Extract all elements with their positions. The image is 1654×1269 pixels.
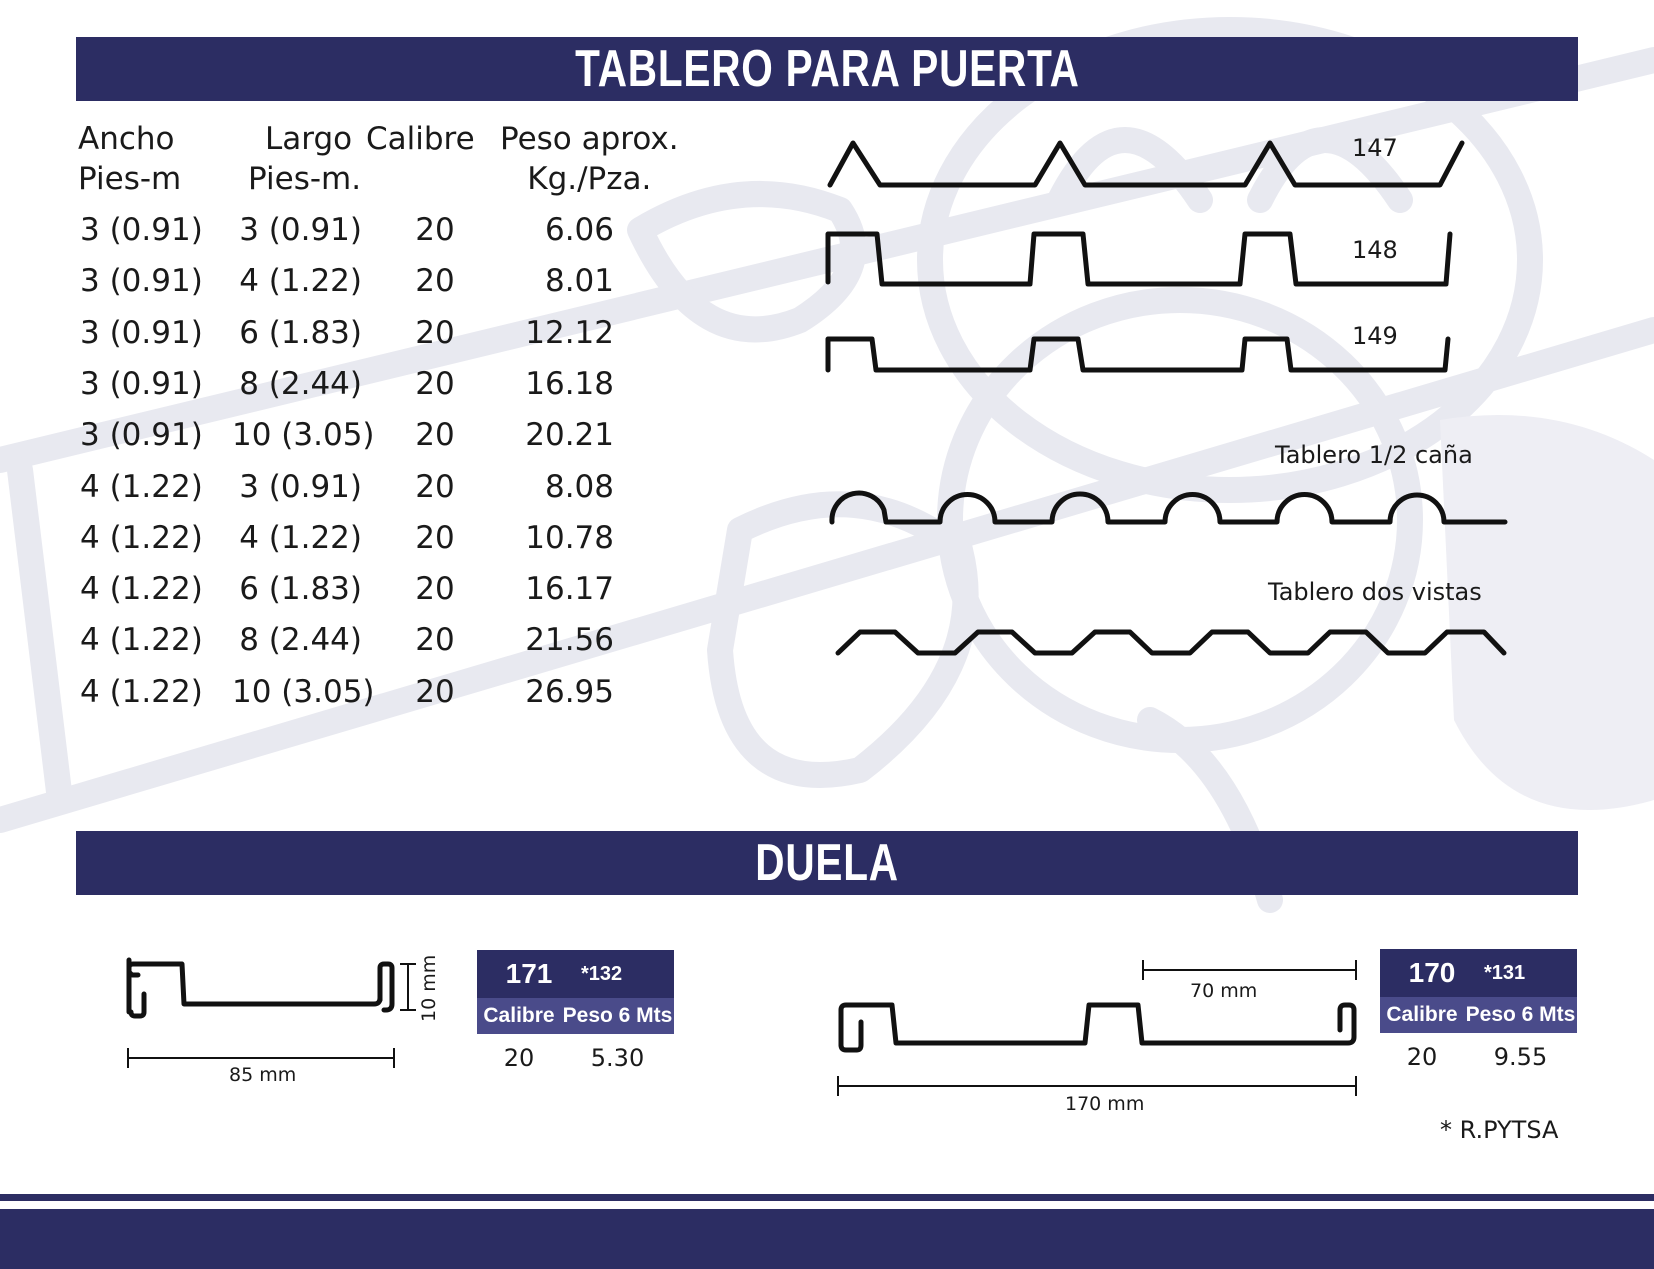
footer-stripe-thin <box>0 1194 1654 1201</box>
cell-ancho: 3 (0.91) <box>80 263 203 300</box>
profile-media-cana-line <box>832 493 1505 522</box>
cell-largo: 6 (1.83) <box>239 571 362 608</box>
duela-170-profile <box>841 1005 1354 1045</box>
cell-peso: 16.18 <box>525 365 614 402</box>
cell-calibre: 20 <box>415 212 455 248</box>
cell-peso: 20.21 <box>525 417 614 454</box>
cell-peso: 10.78 <box>525 519 614 556</box>
section-title-tablero: TABLERO PARA PUERTA <box>76 37 1578 101</box>
header-ancho: Ancho Pies-m <box>78 121 182 197</box>
cell-peso: 8.01 <box>544 263 614 300</box>
cell-largo: 10 (3.05) <box>232 417 375 454</box>
section-title-duela: DUELA <box>76 831 1578 895</box>
cell-peso: 6.06 <box>544 212 614 248</box>
profile-147-label: 147 <box>1352 134 1398 162</box>
cell-ancho: 4 (1.22) <box>80 673 203 710</box>
spec-col-peso: Peso 6 Mts <box>562 1004 673 1027</box>
cell-ancho: 3 (0.91) <box>80 212 203 248</box>
spec-card-170 <box>1380 949 1577 1081</box>
spec-code: 170 <box>1408 957 1456 988</box>
dim-170mm-label: 170 mm <box>1065 1093 1145 1115</box>
profile-dos-vistas-line <box>838 632 1504 653</box>
cell-largo: 10 (3.05) <box>232 673 375 710</box>
spec-card-171 <box>477 950 674 1082</box>
spec-col-peso: Peso 6 Mts <box>1465 1003 1576 1026</box>
spec-ref: *131 <box>1484 961 1526 984</box>
cell-calibre: 20 <box>415 417 455 454</box>
spec-val-calibre: 20 <box>1406 1043 1438 1071</box>
cell-largo: 8 (2.44) <box>239 365 362 402</box>
cell-largo: 3 (0.91) <box>239 468 362 505</box>
cell-largo: 4 (1.22) <box>239 519 362 556</box>
cell-calibre: 20 <box>415 314 455 351</box>
spec-col-calibre: Calibre <box>483 1004 555 1027</box>
spec-ref: *132 <box>581 962 623 985</box>
footer-bar <box>0 1209 1654 1269</box>
cell-peso: 21.56 <box>525 622 614 659</box>
profile-media-cana-label: Tablero 1/2 caña <box>1275 441 1473 469</box>
cell-calibre: 20 <box>415 571 455 608</box>
duela-171-profile <box>129 960 392 1012</box>
dim-10mm-line <box>400 964 416 1010</box>
profile-148-label: 148 <box>1352 236 1398 264</box>
dim-10mm-label: 10 mm <box>418 954 440 1022</box>
cell-ancho: 4 (1.22) <box>80 571 203 608</box>
cell-calibre: 20 <box>415 365 455 402</box>
cell-largo: 3 (0.91) <box>239 212 362 248</box>
header-largo: Largo Pies-m. <box>248 121 362 197</box>
dim-85mm-label: 85 mm <box>229 1064 297 1086</box>
cell-calibre: 20 <box>415 622 455 659</box>
footnote: * R.PYTSA <box>1440 1116 1559 1144</box>
profile-149-label: 149 <box>1352 322 1398 350</box>
spec-code: 171 <box>505 958 553 989</box>
cell-peso: 12.12 <box>525 314 614 351</box>
cell-peso: 26.95 <box>525 673 614 710</box>
profile-dos-vistas-label: Tablero dos vistas <box>1268 578 1482 606</box>
cell-ancho: 3 (0.91) <box>80 365 203 402</box>
cell-calibre: 20 <box>415 673 455 710</box>
dim-70mm-line <box>1143 960 1356 980</box>
spec-val-calibre: 20 <box>503 1044 535 1072</box>
cell-calibre: 20 <box>415 519 455 556</box>
header-peso: Peso aprox. Kg./Pza. <box>500 121 679 197</box>
cell-calibre: 20 <box>415 468 455 505</box>
cell-ancho: 4 (1.22) <box>80 622 203 659</box>
cell-ancho: 3 (0.91) <box>80 314 203 351</box>
cell-largo: 8 (2.44) <box>239 622 362 659</box>
cell-peso: 16.17 <box>525 571 614 608</box>
cell-ancho: 4 (1.22) <box>80 468 203 505</box>
spec-val-peso: 9.55 <box>1493 1043 1548 1071</box>
spec-col-calibre: Calibre <box>1386 1003 1458 1026</box>
spec-val-peso: 5.30 <box>590 1044 645 1072</box>
cell-ancho: 4 (1.22) <box>80 519 203 556</box>
cell-peso: 8.08 <box>544 468 614 505</box>
cell-largo: 4 (1.22) <box>239 263 362 300</box>
header-calibre: Calibre <box>366 121 475 157</box>
cell-calibre: 20 <box>415 263 455 300</box>
cell-ancho: 3 (0.91) <box>80 417 203 454</box>
cell-largo: 6 (1.83) <box>239 314 362 351</box>
dim-70mm-label: 70 mm <box>1190 980 1258 1002</box>
